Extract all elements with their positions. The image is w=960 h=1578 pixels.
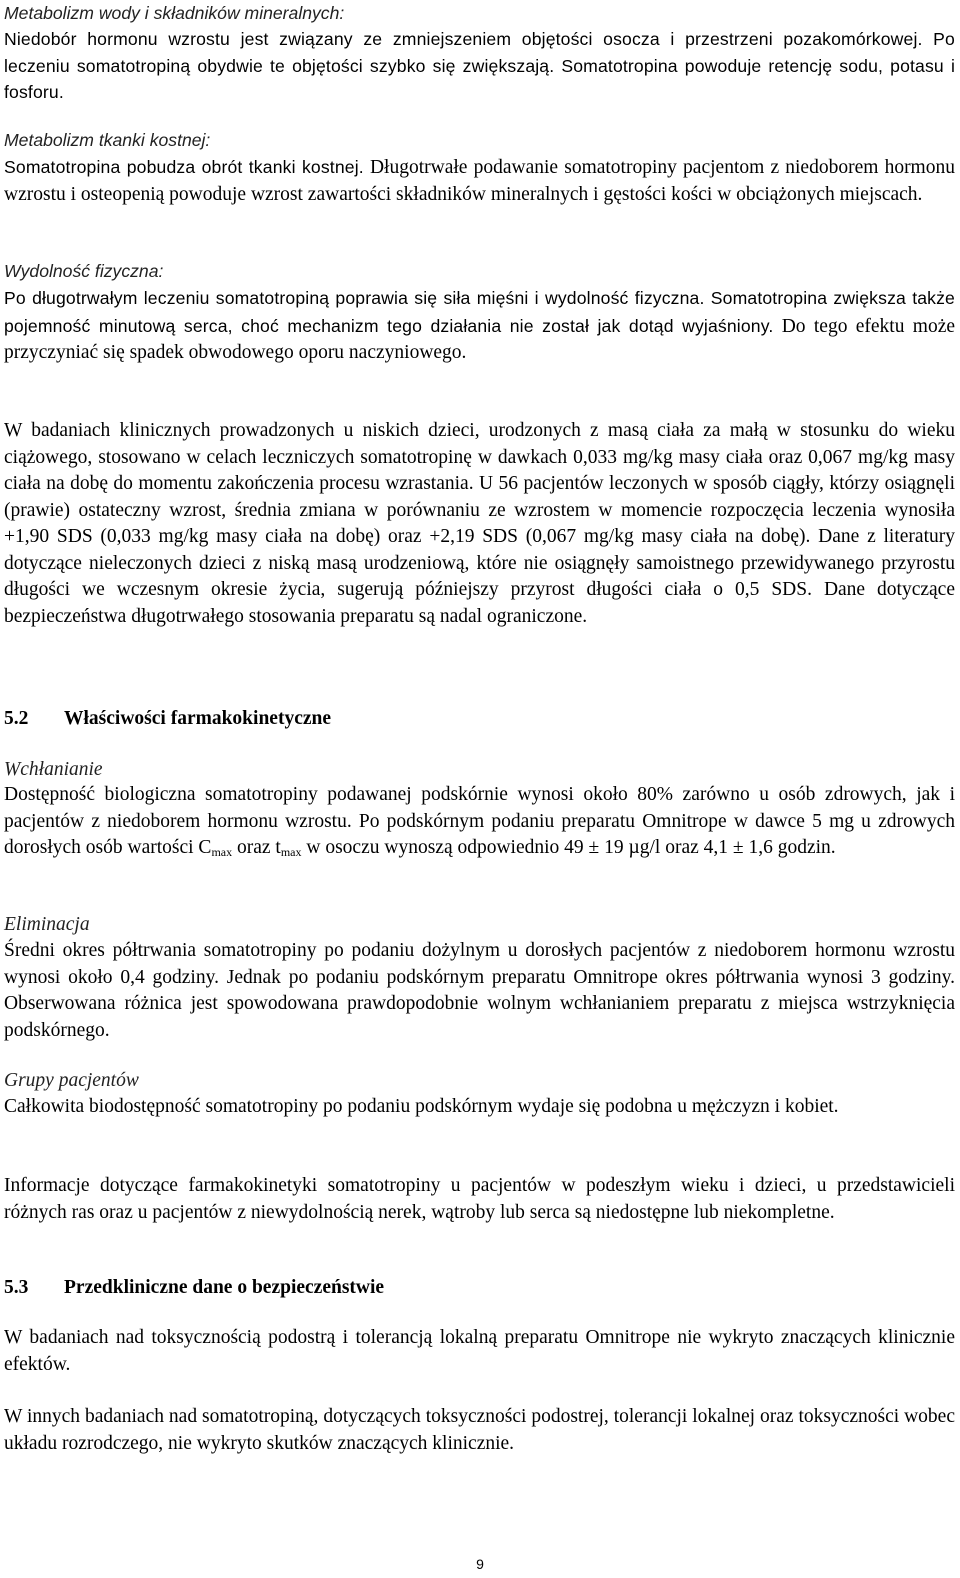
paragraph-toxicity-local: W badaniach nad toksycznością podostrą i tolerancją lokalną preparatu Omnitrope nie wykryto znaczących klinicznie efektów. [4, 1327, 955, 1375]
paragraph-clinical-studies: W badaniach klinicznych prowadzonych u niskich dzieci, urodzonych z masą ciała za małą w stosunku do wieku ciążowego, stosowano w celach leczniczych somatotropinę w dawkach 0,033 mg/kg masy ciała oraz 0,067 mg/kg masy ciała na dobę do momentu zakończenia procesu wzrastania. U 56 pacjentów leczonych w sposób ciągły, którzy osiągnęli (prawie) ostateczny wzrost, średnia zmiana w porównaniu ze wzrostem w momencie rozpoczęcia leczenia wynosiła +1,90 SDS (0,033 mg/kg masy ciała na dobę) oraz +2,19 SDS (0,067 mg/kg masy ciała na dobę). Dane z literatury dotyczące nieleczonych dzieci z niską masą urodzeniową, które nie osiągnęły samoistnego przewidywanego przyrostu długości we wczesnym okresie życia, sugerują późniejszy przyrost długości ciała o 0,5 SDS. Dane dotyczące bezpieczeństwa długotrwałego stosowania preparatu są nadal ograniczone. [4, 420, 955, 627]
paragraph-pk-information: Informacje dotyczące farmakokinetyki somatotropiny u pacjentów w podeszłym wieku i dzieci, u przedstawicieli różnych ras oraz u pacjentów z niewydolnością nerek, wątroby lub serca są niedostępne lub niekompletne. [4, 1175, 955, 1223]
section-title-physical-capacity: Wydolność fizyczna: [4, 261, 164, 281]
section-title-bone-metabolism: Metabolizm tkanki kostnej: [4, 130, 211, 150]
heading-title: Właściwości farmakokinetyczne [64, 708, 332, 729]
paragraph-bone-metabolism [4, 154, 955, 208]
paragraph-water-metabolism: Niedobór hormonu wzrostu jest związany ze zmniejszeniem objętości osocza i przestrzeni pozakomórkowej. Po leczeniu somatotropiną obydwie te objętości szybko się zwiększają. Somatotropina powoduje retencję sodu, potasu i fosforu. [4, 29, 955, 102]
bone-lead-text: Somatotropina pobudza obrót tkanki kostnej. [4, 157, 364, 177]
subheading-elimination: Eliminacja [4, 914, 90, 935]
heading-pharmacokinetics [4, 706, 955, 733]
paragraph-toxicity-other: W innych badaniach nad somatotropiną, dotyczących toksyczności podostrej, tolerancji lokalnej oraz toksyczności wobec układu rozrodczego, nie wykryto skutków znaczących klinicznie. [4, 1406, 955, 1454]
paragraph-elimination: Średni okres półtrwania somatotropiny po podaniu dożylnym u dorosłych pacjentów z niedoborem hormonu wzrostu wynosi około 0,4 godziny. Jednak po podaniu podskórnym preparatu Omnitrope okres półtrwania wynosi 3 godziny. Obserwowana różnica jest spowodowana prawdopodobnie wolnym wchłanianiem preparatu z miejsca wstrzyknięcia podskórnego. [4, 940, 955, 1041]
physical-lead-text: Po długotrwałym leczeniu somatotropiną poprawia się siła mięśni i wydolność fizyczna. Somatotropina zwiększa także pojemność minutową serca, choć mechanizm tego działania nie został jak dotąd wyjaśniony. [4, 288, 955, 336]
paragraph-physical-capacity [4, 285, 955, 367]
heading-number: 5.3 [4, 1277, 29, 1298]
heading-number: 5.2 [4, 708, 29, 729]
physical-body-text: Do tego efektu może przyczyniać się spadek obwodowego oporu naczyniowego. [4, 315, 956, 363]
section-title-water-metabolism: Metabolizm wody i składników mineralnych: [4, 3, 345, 23]
paragraph-patient-groups: Całkowita biodostępność somatotropiny po podaniu podskórnym wydaje się podobna u mężczyzn i kobiet. [4, 1096, 839, 1117]
heading-preclinical-safety [4, 1275, 955, 1302]
paragraph-absorption: Dostępność biologiczna somatotropiny podawanej podskórnie wynosi około 80% zarówno u osób zdrowych, jak i pacjentów z niedoborem hormonu wzrostu. Po podskórnym podaniu preparatu Omnitrope w dawce 5 mg u zdrowych dorosłych osób wartości $C_{max}$ oraz $t_{max}$ w osoczu wynoszą odpowiednio 49 ± 19 µg/l oraz 4,1 ± 1,6 godzin. [4, 784, 955, 859]
page-number: 9 [476, 1556, 484, 1572]
subheading-patient-groups: Grupy pacjentów [4, 1070, 139, 1091]
heading-title: Przedkliniczne dane o bezpieczeństwie [64, 1277, 385, 1298]
bone-body-text: Długotrwałe podawanie somatotropiny pacjentom z niedoborem hormonu wzrostu i osteopenią powoduje wzrost zawartości składników mineralnych i gęstości kości w obciążonych miejscach. [4, 157, 955, 205]
subheading-absorption: Wchłanianie [4, 759, 103, 780]
